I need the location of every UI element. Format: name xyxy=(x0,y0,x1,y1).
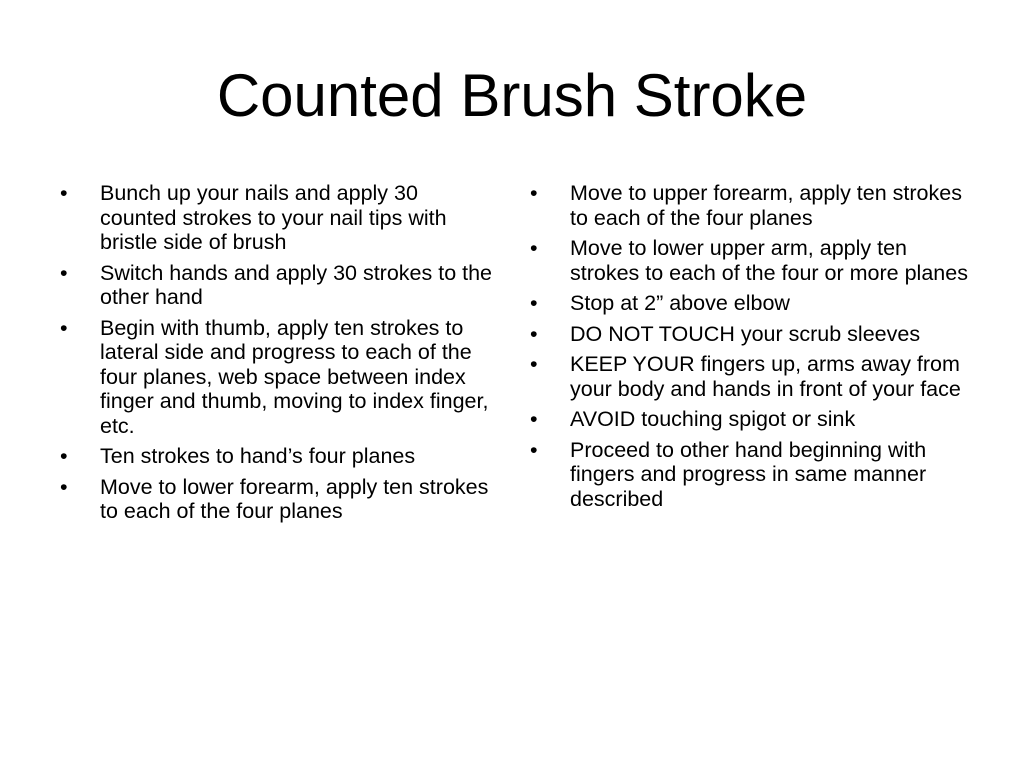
bullet-item xyxy=(530,352,970,401)
bullet-icon: • xyxy=(530,321,538,346)
bullet-item xyxy=(60,181,500,255)
bullet-text: Proceed to other hand beginning with fingers and progress in same manner described xyxy=(570,437,927,511)
bullet-text: Bunch up your nails and apply 30 counted strokes to your nail tips with bristle side of brush xyxy=(100,181,447,254)
bullet-icon: • xyxy=(60,181,68,205)
bullet-item xyxy=(530,322,970,347)
bullet-text: Move to upper forearm, apply ten strokes to each of the four planes xyxy=(570,181,962,230)
bullet-icon: • xyxy=(60,260,68,285)
bullet-list-left xyxy=(60,181,500,530)
bullet-text: Move to lower upper arm, apply ten strokes to each of the four or more planes xyxy=(570,236,968,285)
slide-title: Counted Brush Stroke xyxy=(216,62,808,129)
bullet-text: Stop at 2” above elbow xyxy=(570,291,790,315)
bullet-item xyxy=(60,316,500,439)
bullet-icon: • xyxy=(60,474,68,499)
bullet-text: Ten strokes to hand’s four planes xyxy=(100,444,416,468)
bullet-icon: • xyxy=(530,437,538,462)
bullet-text: AVOID touching spigot or sink xyxy=(570,407,856,431)
bullet-text: Switch hands and apply 30 strokes to the other hand xyxy=(100,260,493,309)
bullet-icon: • xyxy=(530,407,538,431)
bullet-text: KEEP YOUR fingers up, arms away from your body and hands in front of your face xyxy=(570,352,961,401)
bullet-item xyxy=(60,475,500,524)
bullet-icon: • xyxy=(530,181,538,205)
bullet-item xyxy=(530,291,970,316)
bullet-item xyxy=(530,236,970,285)
bullet-text: Move to lower forearm, apply ten strokes to each of the four planes xyxy=(100,474,489,523)
bullet-icon: • xyxy=(530,352,538,376)
bullet-item xyxy=(530,438,970,512)
bullet-item xyxy=(530,407,970,432)
bullet-item xyxy=(530,181,970,230)
bullet-item xyxy=(60,261,500,310)
bullet-text: DO NOT TOUCH your scrub sleeves xyxy=(570,321,921,346)
bullet-text: Begin with thumb, apply ten strokes to lateral side and progress to each of the four planes, web space between index finger and thumb, moving to index finger, etc. xyxy=(100,315,489,438)
bullet-icon: • xyxy=(530,236,538,260)
bullet-item xyxy=(60,444,500,469)
bullet-list-right xyxy=(530,181,970,517)
bullet-icon: • xyxy=(60,444,68,468)
bullet-icon: • xyxy=(60,315,68,340)
bullet-icon: • xyxy=(530,291,538,315)
